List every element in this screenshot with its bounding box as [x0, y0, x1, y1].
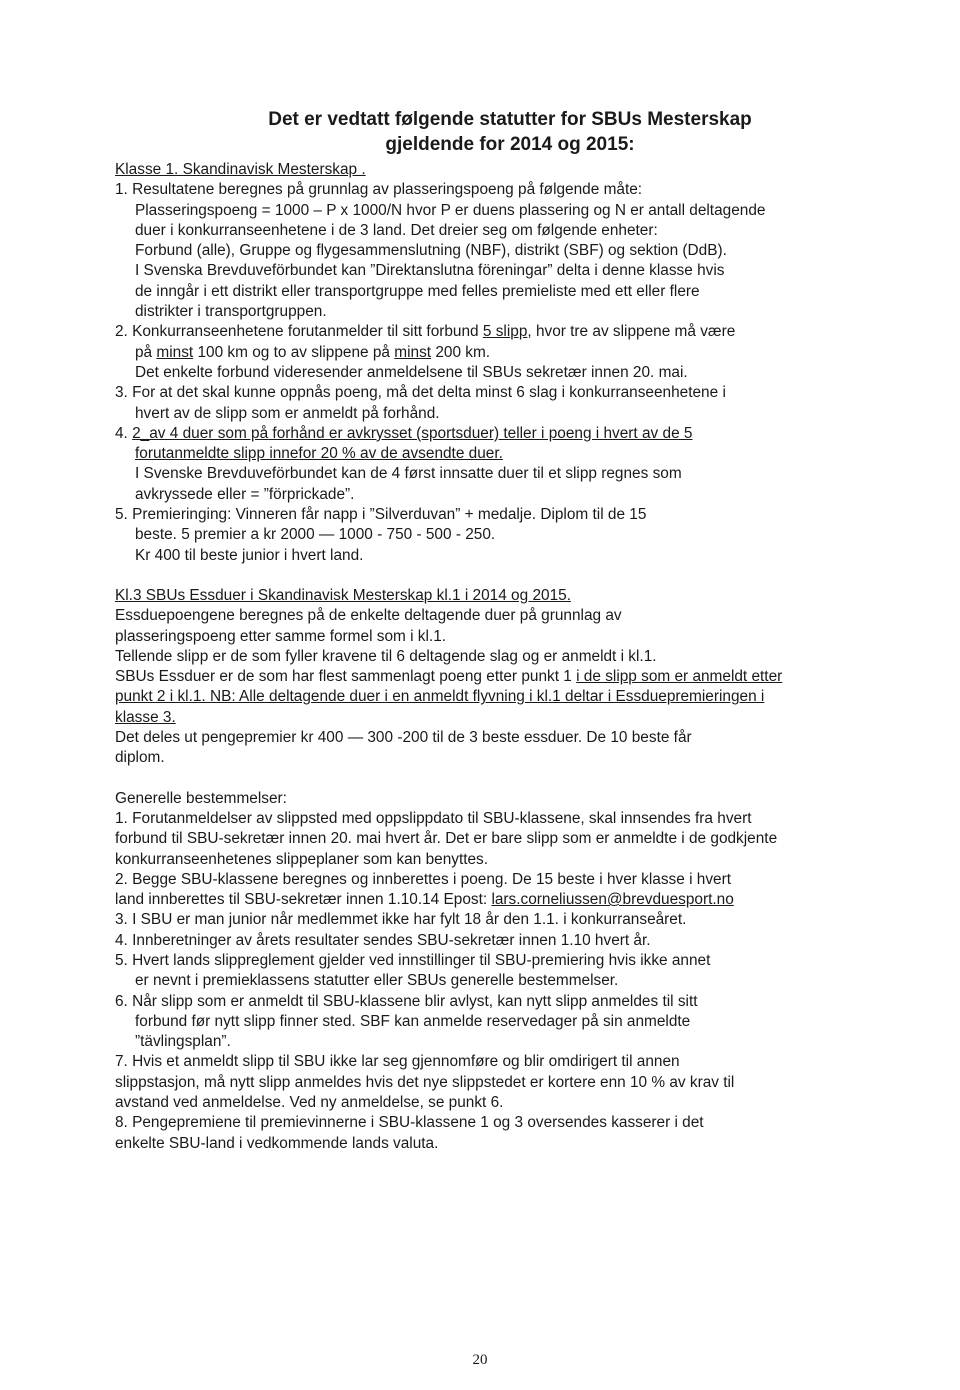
generelle-p5-line2: er nevnt i premieklassens statutter eller SBUs generelle bestemmelser.: [135, 972, 619, 990]
text-segment: 200 km.: [431, 343, 491, 361]
klasse1-item1-line7: distrikter i transportgruppen.: [135, 303, 327, 321]
document-body: [115, 160, 875, 1154]
generelle-p3: 3. I SBU er man junior når medlemmet ikke har fylt 18 år den 1.1. i konkurranseåret.: [115, 911, 687, 929]
section-spacer: [115, 566, 875, 586]
text-segment: SBUs Essduer er de som har flest sammenlagt poeng etter punkt 1: [115, 668, 577, 686]
klasse1-item1-line6: de inngår i ett distrikt eller transportgruppe med felles premieliste med ett eller flere: [135, 282, 700, 300]
klasse3-line6: klasse 3.: [115, 708, 176, 726]
generelle-p1-line1: 1. Forutanmeldelser av slippsted med oppslippdato til SBU-klassene, skal innsendes fra hvert: [115, 809, 752, 827]
document-title-line1: Det er vedtatt følgende statutter for SBUs Mesterskap: [268, 109, 752, 130]
generelle-p2-line2: [115, 890, 875, 910]
klasse1-item1-line5: I Svenska Brevduveförbundet kan ”Direktanslutna föreningar” delta i denne klasse hvis: [135, 262, 725, 280]
email-link[interactable]: lars.corneliussen@brevduesport.no: [491, 891, 734, 909]
page-number: 20: [472, 1352, 488, 1368]
klasse1-item3-line2: hvert av de slipp som er anmeldt på forhånd.: [135, 404, 440, 422]
klasse3-line7: Det deles ut pengepremier kr 400 — 300 -200 til de 3 beste essduer. De 10 beste får: [115, 729, 692, 747]
klasse1-item2-line3: Det enkelte forbund videresender anmeldelsene til SBUs sekretær innen 20. mai.: [135, 363, 688, 381]
underlined-segment: minst: [394, 343, 432, 361]
klasse1-heading: Klasse 1. Skandinavisk Mesterskap .: [115, 161, 366, 178]
generelle-p5-line1: 5. Hvert lands slippreglement gjelder ved innstillinger til SBU-premiering hvis ikke annet: [115, 951, 711, 969]
text-segment: land innberettes til SBU-sekretær innen 1.10.14 Epost:: [115, 891, 492, 909]
underlined-segment: minst: [156, 343, 194, 361]
klasse1-item5-line1: 5. Premieringing: Vinneren får napp i ”Silverduvan” + medalje. Diplom til de 15: [115, 506, 647, 524]
generelle-p7-line1: 7. Hvis et anmeldt slipp til SBU ikke lar seg gjennomføre og blir omdirigert til annen: [115, 1053, 680, 1071]
generelle-p4: 4. Innberetninger av årets resultater sendes SBU-sekretær innen 1.10 hvert år.: [115, 931, 651, 949]
generelle-p6-line2: forbund før nytt slipp finner sted. SBF kan anmelde reservedager på sin anmeldte: [135, 1012, 691, 1030]
klasse3-line1: Essduepoengene beregnes på de enkelte deltagende duer på grunnlag av: [115, 607, 622, 625]
underlined-segment: i de slipp som er anmeldt etter: [576, 668, 783, 686]
underlined-segment: 2_av 4 duer som på forhånd er avkrysset (sportsduer) teller i poeng i hvert av de 5: [132, 424, 693, 442]
klasse1-item4-line3: I Svenske Brevduveförbundet kan de 4 først innsatte duer til et slipp regnes som: [135, 465, 682, 483]
generelle-p7-line3: avstand ved anmeldelse. Ved ny anmeldelse, se punkt 6.: [115, 1094, 504, 1112]
generelle-p6-line3: ”tävlingsplan”.: [135, 1033, 231, 1051]
klasse3-line2: plasseringspoeng etter samme formel som i kl.1.: [115, 627, 447, 645]
klasse1-item3-line1: 3. For at det skal kunne oppnås poeng, må det delta minst 6 slag i konkurranseenhetene i: [115, 384, 726, 402]
klasse1-item1-line2: Plasseringspoeng = 1000 – P x 1000/N hvor P er duens plassering og N er antall deltagende: [135, 201, 766, 219]
klasse1-item1-line3: duer i konkurranseenhetene i de 3 land. Det dreier seg om følgende enheter:: [135, 221, 658, 239]
klasse3-heading: Kl.3 SBUs Essduer i Skandinavisk Mesterskap kl.1 i 2014 og 2015.: [115, 586, 571, 604]
text-segment: på: [135, 343, 157, 361]
klasse3-line5: punkt 2 i kl.1. NB: Alle deltagende duer i en anmeldt flyvning i kl.1 deltar i Essduepremieringen i: [115, 688, 765, 706]
klasse3-line4: [115, 667, 875, 687]
klasse3-line8: diplom.: [115, 749, 165, 767]
generelle-p8-line2: enkelte SBU-land i vedkommende lands valuta.: [115, 1134, 439, 1152]
klasse1-item1-line4: Forbund (alle), Gruppe og flygesammenslutning (NBF), distrikt (SBF) og sektion (DdB).: [135, 242, 727, 260]
klasse1-item5-line2: beste. 5 premier a kr 2000 — 1000 - 750 - 500 - 250.: [135, 526, 496, 544]
klasse1-item4-line2: forutanmeldte slipp innefor 20 % av de avsendte duer.: [135, 445, 503, 463]
klasse1-item2-line2: [115, 343, 875, 363]
klasse1-item4-line4: avkryssede eller = ”förprickade”.: [135, 485, 355, 503]
generelle-p1-line2: forbund til SBU-sekretær innen 20. mai hvert år. Det er bare slipp som er anmeldte i de godkjente: [115, 830, 778, 848]
generelle-p6-line1: 6. Når slipp som er anmeldt til SBU-klassene blir avlyst, kan nytt slipp anmeldes til sitt: [115, 992, 698, 1010]
text-segment: 100 km og to av slippene på: [193, 343, 395, 361]
klasse3-line3: Tellende slipp er de som fyller kravene til 6 deltagende slag og er anmeldt i kl.1.: [115, 647, 657, 665]
generelle-p7-line2: slippstasjon, må nytt slipp anmeldes hvis det nye slippstedet er kortere enn 10 % av krav til: [115, 1073, 735, 1091]
section-spacer: [115, 769, 875, 789]
text-segment: , hvor tre av slippene må være: [527, 323, 736, 341]
underlined-segment: 5 slipp: [482, 323, 528, 341]
klasse1-item5-line3: Kr 400 til beste junior i hvert land.: [135, 546, 364, 564]
generelle-p8-line1: 8. Pengepremiene til premievinnerne i SBU-klassene 1 og 3 oversendes kasserer i det: [115, 1114, 704, 1132]
text-segment: 2. Konkurranseenhetene forutanmelder til sitt forbund: [115, 323, 483, 341]
document-title-line2: gjeldende for 2014 og 2015:: [385, 134, 635, 155]
klasse1-item1-line1: 1. Resultatene beregnes på grunnlag av plasseringspoeng på følgende måte:: [115, 181, 643, 199]
generelle-p1-line3: konkurranseenhetenes slippeplaner som kan benyttes.: [115, 850, 489, 868]
text-segment: 4.: [115, 424, 133, 442]
klasse1-item2-line1: [115, 322, 875, 342]
generelle-heading: Generelle bestemmelser:: [115, 789, 287, 807]
generelle-p2-line1: 2. Begge SBU-klassene beregnes og innberettes i poeng. De 15 beste i hver klasse i hvert: [115, 870, 731, 888]
klasse1-item4-line1: [115, 424, 875, 444]
